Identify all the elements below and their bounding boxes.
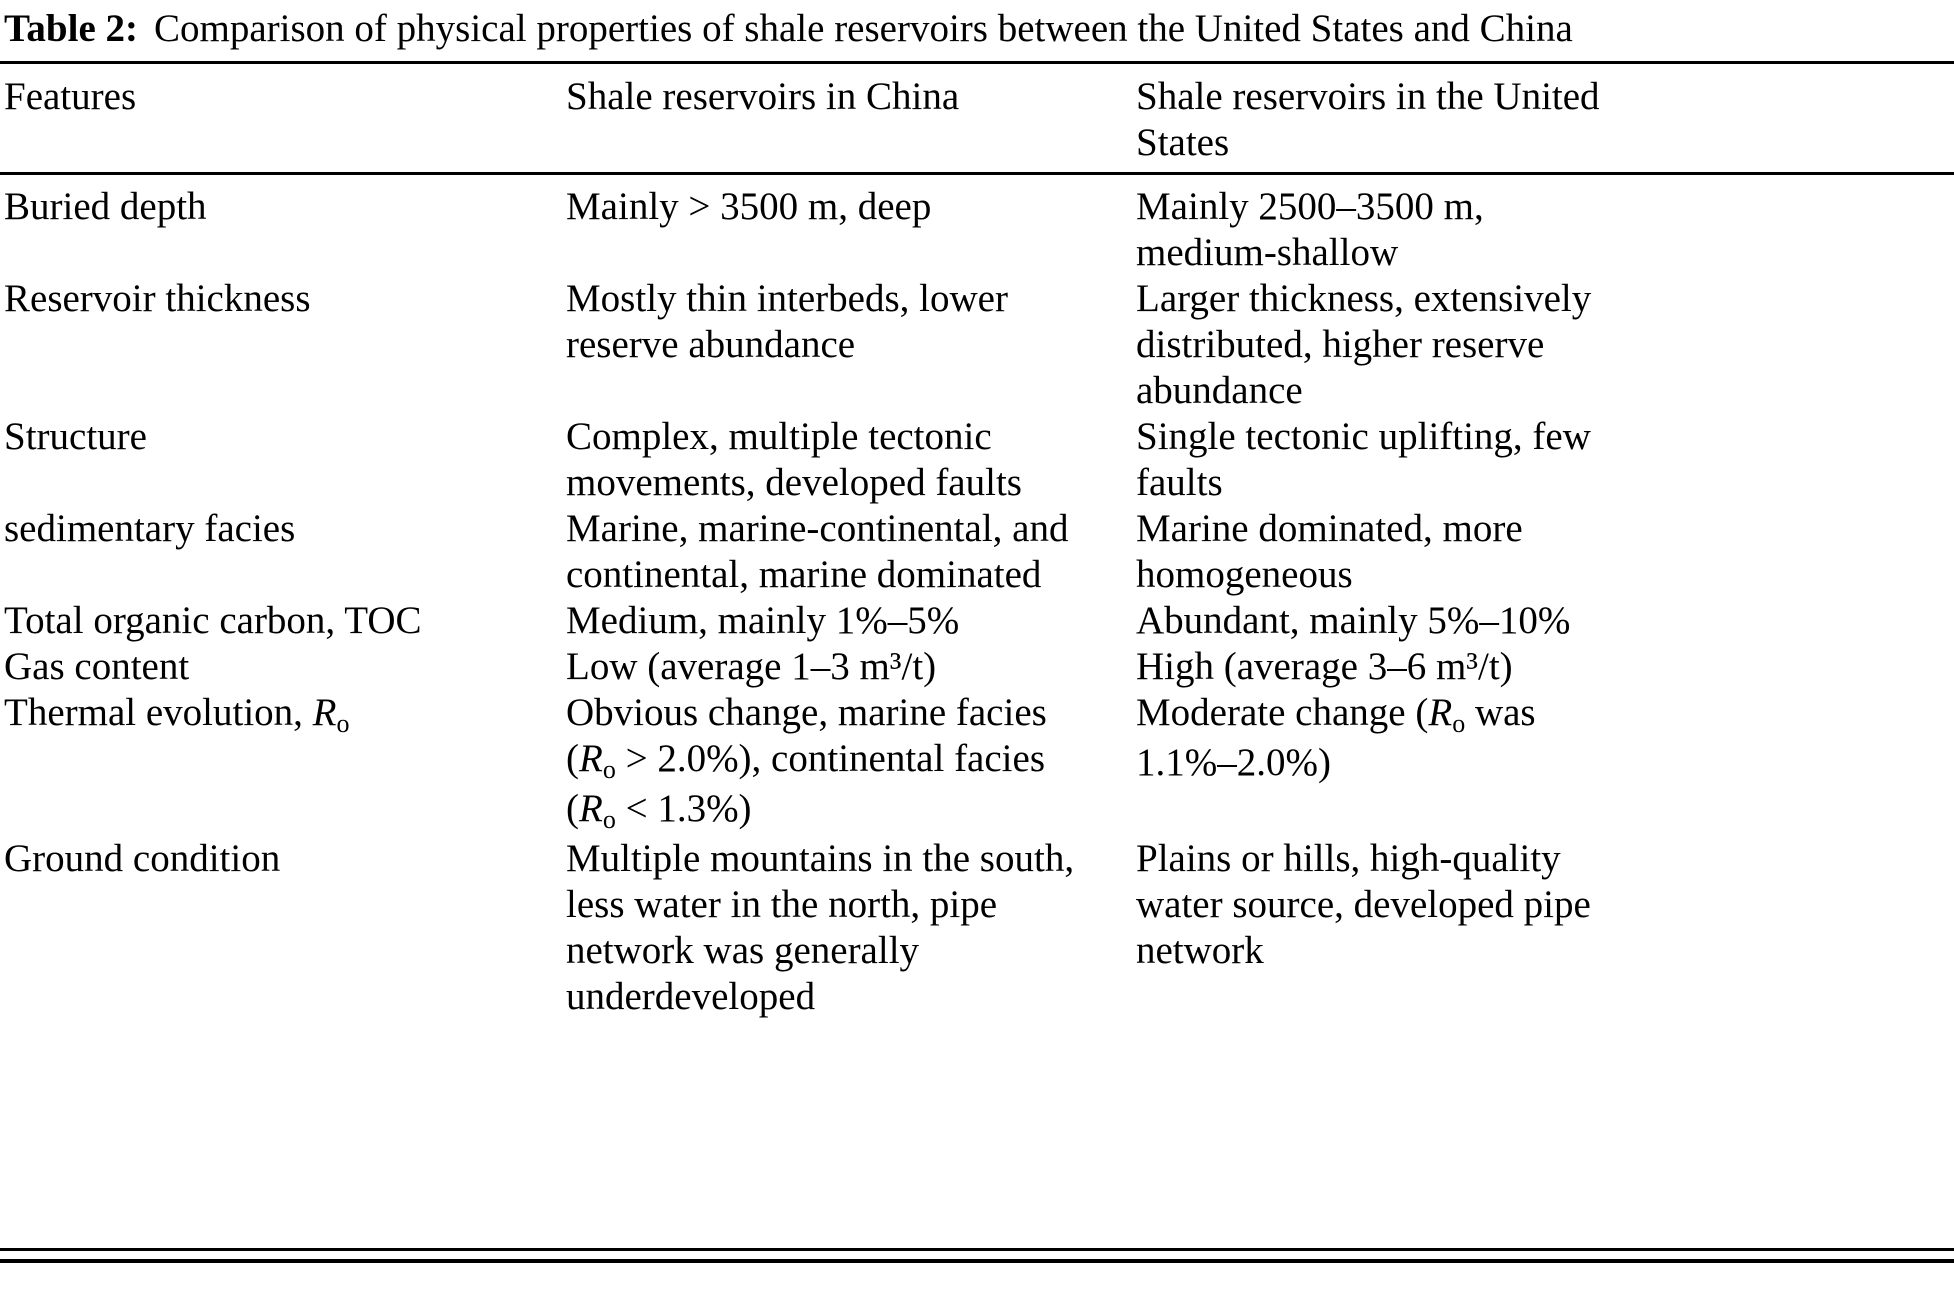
us-cell: Mainly 2500–3500 m, medium-shallow bbox=[1136, 185, 1484, 274]
us-cell: Single tectonic uplifting, few faults bbox=[1136, 415, 1591, 504]
china-cell: Medium, mainly 1%–5% bbox=[566, 599, 960, 642]
table-row bbox=[0, 276, 1954, 414]
china-cell: Obvious change, marine facies $(R_o > 2.0\%)$, continental facies $(R_o < 1.3\%)$ bbox=[566, 691, 1047, 834]
header-china: Shale reservoirs in China bbox=[566, 63, 1136, 174]
us-cell: Moderate change ($R_o$ was 1.1%–2.0%) bbox=[1136, 691, 1536, 784]
china-cell: Mostly thin interbeds, lower reserve abundance bbox=[566, 277, 1008, 366]
table-caption-label: Table 2: bbox=[4, 7, 139, 50]
header-us: Shale reservoirs in the United States bbox=[1136, 63, 1954, 174]
feature-cell: Thermal evolution, $R_o$ bbox=[4, 691, 350, 738]
feature-cell: Total organic carbon, TOC bbox=[4, 599, 422, 642]
china-cell: Low (average 1–3 m³/t) bbox=[566, 645, 937, 688]
feature-cell: Gas content bbox=[4, 645, 190, 688]
comparison-table bbox=[0, 61, 1954, 1251]
feature-cell: Reservoir thickness bbox=[4, 277, 311, 320]
us-cell: Plains or hills, high-quality water source, developed pipe network bbox=[1136, 837, 1591, 972]
table-row bbox=[0, 836, 1954, 1250]
table-row bbox=[0, 598, 1954, 644]
table-bottom-rule bbox=[0, 1259, 1954, 1263]
feature-cell: Ground condition bbox=[4, 837, 281, 880]
china-cell: Mainly > 3500 m, deep bbox=[566, 185, 932, 228]
us-cell: Abundant, mainly 5%–10% bbox=[1136, 599, 1571, 642]
us-cell: Larger thickness, extensively distributed, higher reserve abundance bbox=[1136, 277, 1592, 412]
china-cell: Complex, multiple tectonic movements, developed faults bbox=[566, 415, 1022, 504]
us-cell: Marine dominated, more homogeneous bbox=[1136, 507, 1523, 596]
header-row bbox=[0, 63, 1954, 174]
china-cell: Multiple mountains in the south, less water in the north, pipe network was generally underdeveloped bbox=[566, 837, 1075, 1018]
table-row bbox=[0, 506, 1954, 598]
table-caption bbox=[0, 6, 1954, 52]
feature-cell: Structure bbox=[4, 415, 147, 458]
feature-cell: Buried depth bbox=[4, 185, 207, 228]
header-features: Features bbox=[0, 63, 566, 174]
feature-cell: sedimentary facies bbox=[4, 507, 296, 550]
table-row bbox=[0, 174, 1954, 277]
table-row bbox=[0, 644, 1954, 690]
china-cell: Marine, marine-continental, and continental, marine dominated bbox=[566, 507, 1069, 596]
table-caption-text: Comparison of physical properties of shale reservoirs between the United States and China bbox=[154, 7, 1573, 50]
table-row bbox=[0, 414, 1954, 506]
us-cell: High (average 3–6 m³/t) bbox=[1136, 645, 1513, 688]
table-row bbox=[0, 690, 1954, 836]
